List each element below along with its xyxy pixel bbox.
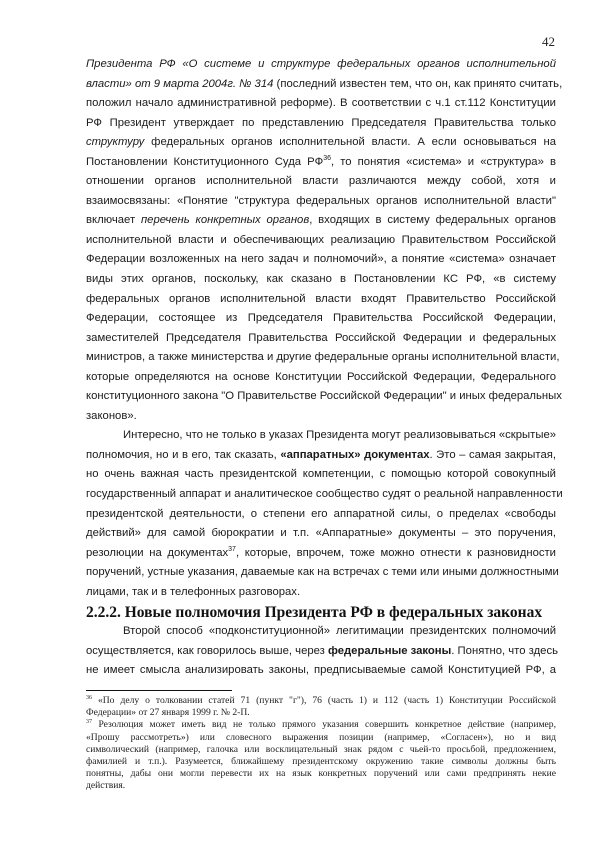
footnote-ref: 37: [86, 719, 92, 726]
text-line: [86, 707, 556, 719]
text-run: федеральные законы: [327, 644, 452, 657]
text-line: [86, 172, 556, 192]
text-run: перечень конкретных органов: [140, 214, 310, 227]
footnote-ref: 36: [323, 154, 331, 162]
text-run: Федерации» от 27 января 1999 г. № 2-П.: [86, 707, 250, 719]
text-run: федеральных органов исполнительной власти входят Правительство Российской: [86, 292, 556, 305]
text-run: исполнительной власти и обеспечивающих реализацию Правительством Российской: [86, 233, 556, 246]
text-line: [86, 290, 556, 310]
text-run: действий» для самой бюрократии и т.п. «Аппаратные» документы – это поручения,: [86, 527, 556, 540]
text-line: [86, 768, 556, 780]
text-run: полномочия, но и в его, так сказать,: [86, 448, 281, 461]
text-run: президентской деятельности, о степени его аппаратной силы, о пределах «свободы: [86, 507, 556, 520]
text-line: [86, 485, 563, 505]
text-run: (последний известен тем, что он, как принято считать,: [273, 77, 563, 90]
text-run: но очень важная часть президентской компетенции, с помощью которой совокупный: [86, 468, 556, 481]
text-run: государственный аппарат и аналитическое сообщество судят о реальной направленности: [86, 488, 563, 501]
text-run: структуру: [86, 136, 145, 149]
text-run: резолюции на документах: [86, 546, 229, 559]
text-run: , то понятия «система» и «структура» в: [330, 155, 556, 168]
text-line: [86, 563, 559, 583]
text-line: [86, 211, 556, 231]
text-line: [86, 192, 556, 212]
text-line: [86, 133, 556, 153]
text-line: [86, 309, 556, 329]
text-line: [86, 426, 556, 446]
text-run: . Это – самая закрытая,: [429, 448, 556, 461]
text-line: [86, 622, 556, 642]
text-line: [86, 780, 556, 792]
footnote-ref: 36: [86, 695, 92, 701]
text-run: , которые, впрочем, тоже можно отнести к разновидности: [235, 546, 556, 559]
text-run: фамилией и т.п.). Разумеется, ближайшему президентскому окружению такие символы должны быть: [86, 755, 556, 767]
text-run: взаимосвязаны: «Понятие "структура федеральных органов исполнительной власти": [86, 194, 556, 207]
text-line: [86, 465, 556, 485]
text-run: лицами, так и в телефонных разговорах.: [86, 585, 301, 598]
text-run: , входящих в систему федеральных органов: [309, 214, 556, 227]
text-line: [86, 55, 556, 75]
section-heading: 2.2.2. Новые полномочия Президента РФ в федеральных законах: [86, 604, 543, 621]
text-line: [86, 642, 556, 662]
text-run: Резолюция может иметь вид не только прямого указания совершить конкретное действие (например,: [92, 719, 556, 731]
text-run: федеральных органов исполнительной власти. А если основываться на: [144, 136, 556, 149]
text-line: [86, 756, 556, 768]
text-run: министров, а также министерства и другие федеральные органы исполнительной власти,: [86, 351, 560, 364]
text-run: действия.: [86, 780, 126, 792]
text-run: Федерации, состоящее из Председателя Правительства Российской Федерации,: [86, 312, 556, 325]
text-run: не имеет смысла анализировать законы, предписываемые самой Конституцией РФ, а: [86, 664, 556, 677]
text-line: [86, 231, 556, 251]
text-line: [86, 661, 556, 681]
text-run: «аппаратных» документах: [280, 448, 430, 461]
text-run: положил начало административной реформе). В соответствии с ч.1 ст.112 Конституции: [86, 97, 556, 110]
body-text: [86, 55, 563, 602]
text-run: РФ Президент утверждает по представлению Председателя Правительства только: [86, 116, 556, 129]
text-line: [86, 524, 556, 544]
text-run: виды этих органов, поскольку, как сказано в Постановлении КС РФ, «в систему: [86, 273, 556, 286]
text-line: [86, 368, 556, 388]
text-line: [86, 387, 562, 407]
footnotes: [86, 695, 556, 793]
footnote-ref: 37: [228, 545, 236, 553]
text-run: которые определяются на основе Конституции Российской Федерации, Федерального: [86, 370, 556, 383]
text-run: символический (например, галочка или восклицательный знак рядом с чьей-то просьбой, предложением,: [86, 743, 556, 755]
text-line: [86, 329, 556, 349]
text-run: Постановлении Конституционного Суда РФ: [86, 155, 324, 168]
text-run: заместителей Председателя Правительства Российской Федерации и федеральных: [86, 331, 556, 344]
text-run: Федерации возложенных на него задач и полномочий», а понятие «система» означает: [86, 253, 556, 266]
text-line: [86, 153, 556, 173]
text-line: [86, 732, 556, 744]
text-line: [86, 114, 556, 134]
text-run: поручений, устные указания, даваемые как на встречах с теми или иными должностными: [86, 566, 559, 579]
text-line: [86, 94, 556, 114]
text-line: [86, 719, 556, 731]
text-line: [86, 75, 563, 95]
text-run: конституционного закона "О Правительстве Российской Федерации" и иных федеральных: [86, 390, 562, 403]
text-line: [86, 744, 556, 756]
text-run: Второй способ «подконституционной» легитимации президентских полномочий: [123, 625, 556, 637]
text-line: [86, 583, 556, 603]
page-number: 42: [542, 34, 555, 49]
text-run: «Прошу рассмотреть») или словесного выражения позиции (например, «Согласен»), но и вид: [86, 731, 556, 743]
text-run: понятны, дабы они могли перевести их на язык конкретных поручений или сами предпринять некие: [86, 768, 556, 780]
text-line: [86, 270, 556, 290]
text-run: «По делу о толковании статей 71 (пункт "г"), 76 (часть 1) и 112 (часть 1) Конституции Российской: [92, 695, 556, 706]
text-line: [86, 505, 556, 525]
text-run: Интересно, что не только в указах Президента могут реализовываться «скрытые»: [123, 429, 557, 442]
text-line: [86, 695, 556, 707]
footnote-separator: [86, 690, 232, 691]
text-line: [86, 544, 556, 564]
text-run: отношении органов исполнительной власти различаются между собой, хотя и: [86, 175, 556, 188]
section-body-text: [86, 622, 556, 681]
text-run: Президента РФ «О системе и структуре федеральных органов исполнительной: [86, 58, 556, 70]
text-line: [86, 348, 560, 368]
text-run: осуществляется, как говорилось выше, через: [86, 644, 328, 657]
text-run: власти» от 9 марта 2004г. № 314: [86, 77, 274, 90]
text-line: [86, 407, 556, 427]
text-run: включает: [86, 214, 141, 227]
text-run: законов».: [86, 409, 137, 422]
text-line: [86, 446, 556, 466]
text-run: . Понятно, что здесь: [451, 644, 558, 657]
text-line: [86, 250, 556, 270]
